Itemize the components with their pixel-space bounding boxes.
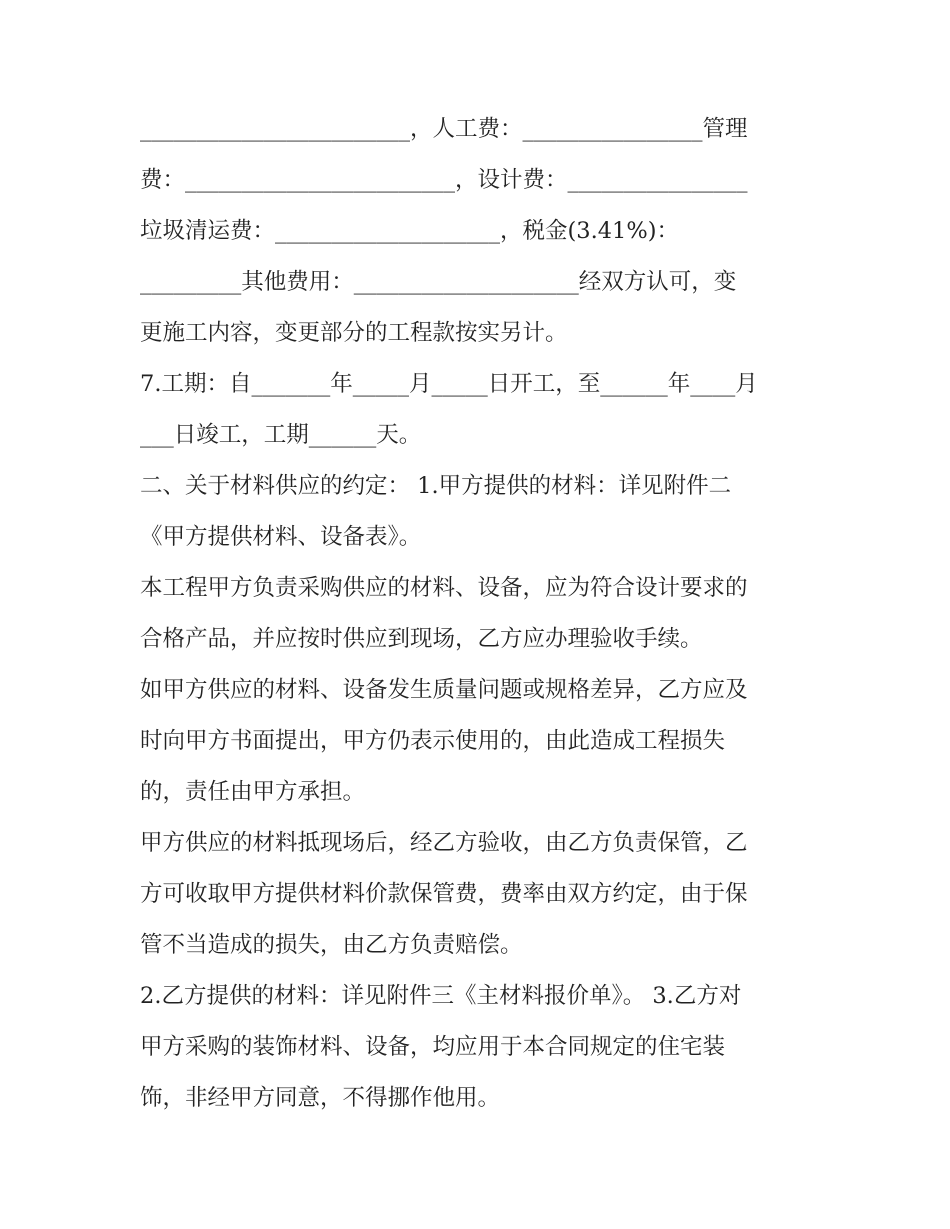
text-line-custody-1: 甲方供应的材料抵现场后，经乙方验收，由乙方负责保管，乙 (140, 830, 748, 856)
contract-text (140, 104, 815, 1124)
text-line-contractor-materials: 2.乙方提供的材料：详见附件三《主材料报价单》。 3.乙方对 (140, 983, 742, 1009)
text-line-fees-design: 费：________________________，设计费：________________ (140, 167, 748, 193)
text-line-schedule-end: ___日竣工，工期______天。 (140, 422, 422, 448)
text-line-quality-3: 的，责任由甲方承担。 (140, 779, 366, 805)
text-line-material-table: 《甲方提供材料、设备表》。 (140, 524, 422, 550)
text-line-custody-3: 管不当造成的损失，由乙方负责赔偿。 (140, 932, 523, 958)
text-line-fees-labor: ________________________，人工费：________________管理 (140, 116, 748, 142)
text-line-procurement-1: 本工程甲方负责采购供应的材料、设备，应为符合设计要求的 (140, 575, 748, 601)
text-line-fees-tax: 垃圾清运费：____________________，税金(3.41%)： (140, 218, 680, 244)
text-line-material-heading: 二、关于材料供应的约定： 1.甲方提供的材料：详见附件二 (140, 473, 732, 499)
text-line-schedule-start: 7.工期：自_______年_____月_____日开工，至______年____月 (140, 371, 758, 397)
text-line-usage-1: 甲方采购的装饰材料、设备，均应用于本合同规定的住宅装 (140, 1034, 726, 1060)
text-line-change-terms: 更施工内容，变更部分的工程款按实另计。 (140, 320, 568, 346)
text-line-quality-1: 如甲方供应的材料、设备发生质量问题或规格差异，乙方应及 (140, 677, 748, 703)
text-line-custody-2: 方可收取甲方提供材料价款保管费，费率由双方约定，由于保 (140, 881, 748, 907)
text-line-usage-2: 饰，非经甲方同意，不得挪作他用。 (140, 1085, 501, 1111)
text-line-fees-other: _________其他费用：____________________经双方认可，变 (140, 269, 737, 295)
text-line-quality-2: 时向甲方书面提出，甲方仍表示使用的，由此造成工程损失 (140, 728, 726, 754)
text-line-procurement-2: 合格产品，并应按时供应到现场，乙方应办理验收手续。 (140, 626, 703, 652)
